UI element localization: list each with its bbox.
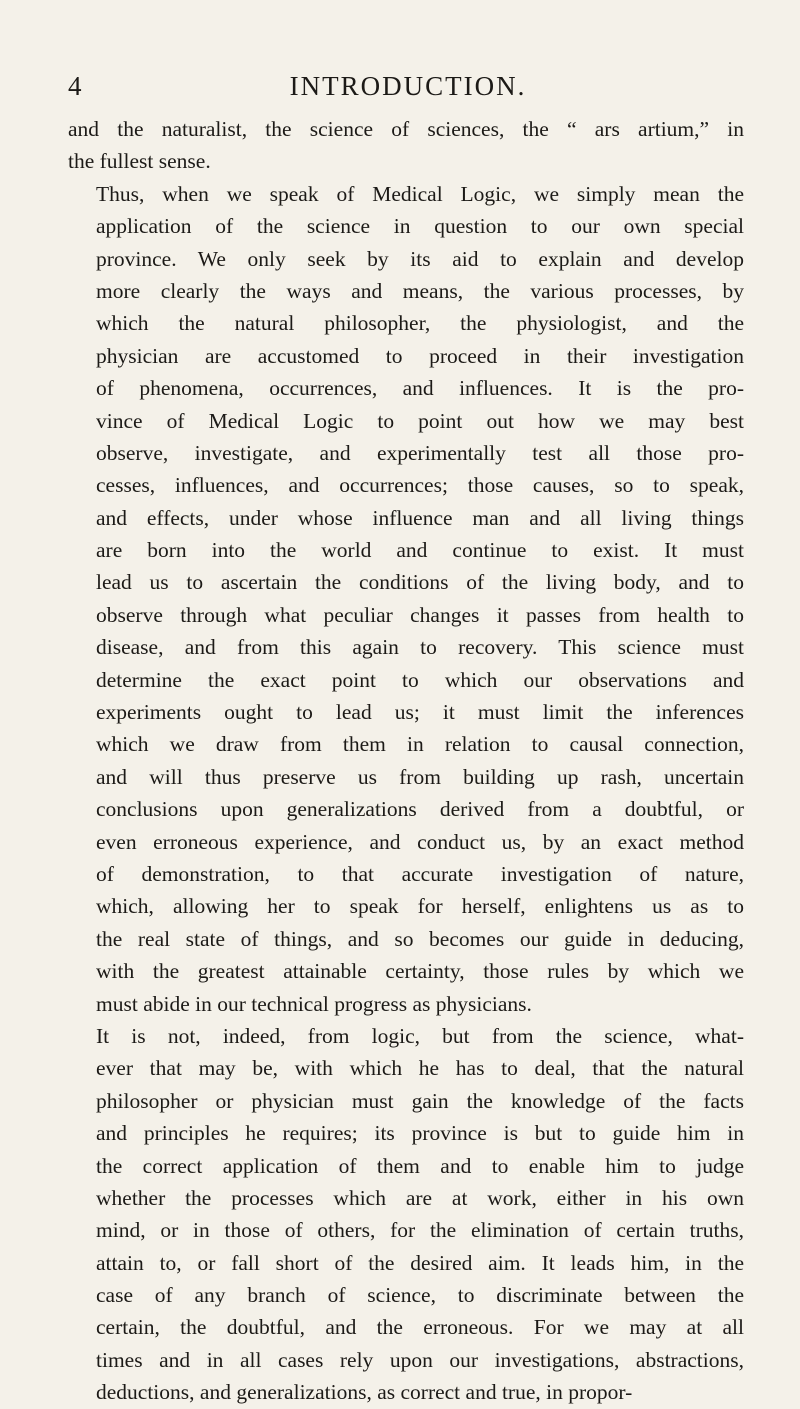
text-line: and principles he requires; its province is but to guide him in	[96, 1121, 744, 1146]
text-line: must abide in our technical progress as physicians.	[96, 991, 532, 1016]
text-line: more clearly the ways and means, the various processes, by	[96, 278, 744, 303]
text-line: deductions, and generalizations, as correct and true, in propor-	[96, 1380, 633, 1405]
text-line: are born into the world and continue to exist. It must	[96, 538, 744, 563]
text-line: disease, and from this again to recovery. This science must	[96, 635, 744, 660]
text-line: conclusions upon generalizations derived from a doubtful, or	[96, 797, 744, 822]
text-line: which we draw from them in relation to causal connection,	[96, 732, 744, 757]
text-line: which the natural philosopher, the physiologist, and the	[96, 311, 744, 336]
text-line: observe through what peculiar changes it passes from health to	[96, 602, 744, 627]
text-line: cesses, influences, and occurrences; those causes, so to speak,	[96, 473, 744, 498]
text-line: of phenomena, occurrences, and influences. It is the pro-	[96, 376, 744, 401]
text-line: with the greatest attainable certainty, those rules by which we	[96, 959, 744, 984]
paragraph-continued	[68, 113, 744, 178]
text-line: Thus, when we speak of Medical Logic, we simply mean the	[96, 181, 744, 206]
paragraph-logic-and-science	[68, 1020, 744, 1409]
text-line: observe, investigate, and experimentally test all those pro-	[96, 440, 744, 465]
text-line: lead us to ascertain the conditions of the living body, and to	[96, 570, 744, 595]
text-line: and effects, under whose influence man and all living things	[96, 505, 744, 530]
text-line: whether the processes which are at work, either in his own	[96, 1185, 744, 1210]
text-line: application of the science in question to our own special	[96, 214, 744, 239]
text-line: and the naturalist, the science of sciences, the “ ars artium,” in	[68, 117, 744, 141]
text-line: determine the exact point to which our observations and	[96, 667, 744, 692]
text-line: case of any branch of science, to discriminate between the	[96, 1283, 744, 1308]
text-line: physician are accustomed to proceed in their investigation	[96, 343, 744, 368]
text-line: province. We only seek by its aid to explain and develop	[96, 246, 744, 271]
page-number: 4	[68, 71, 82, 101]
text-line: even erroneous experience, and conduct us, by an exact method	[96, 829, 744, 854]
text-line: times and in all cases rely upon our investigations, abstractions,	[96, 1347, 744, 1372]
text-line: the correct application of them and to enable him to judge	[96, 1153, 744, 1178]
body-text	[68, 113, 744, 1409]
text-line: philosopher or physician must gain the knowledge of the facts	[96, 1088, 744, 1113]
paragraph-medical-logic	[68, 178, 744, 1020]
text-line: ever that may be, with which he has to deal, that the natural	[96, 1056, 744, 1081]
text-line: the real state of things, and so becomes our guide in deducing,	[96, 926, 744, 951]
text-line: and will thus preserve us from building up rash, uncertain	[96, 764, 744, 789]
text-line: attain to, or fall short of the desired aim. It leads him, in the	[96, 1250, 744, 1275]
text-line: which, allowing her to speak for herself, enlightens us as to	[96, 894, 744, 919]
text-line: of demonstration, to that accurate investigation of nature,	[96, 861, 744, 886]
running-title: INTRODUCTION.	[289, 71, 527, 101]
text-line: the fullest sense.	[68, 149, 211, 174]
text-line: certain, the doubtful, and the erroneous. For we may at all	[96, 1315, 744, 1340]
text-line: vince of Medical Logic to point out how we may best	[96, 408, 744, 433]
text-line: It is not, indeed, from logic, but from the science, what-	[96, 1023, 744, 1048]
text-line: experiments ought to lead us; it must limit the inferences	[96, 700, 744, 725]
text-line: mind, or in those of others, for the elimination of certain truths,	[96, 1218, 744, 1243]
running-head	[68, 66, 748, 106]
